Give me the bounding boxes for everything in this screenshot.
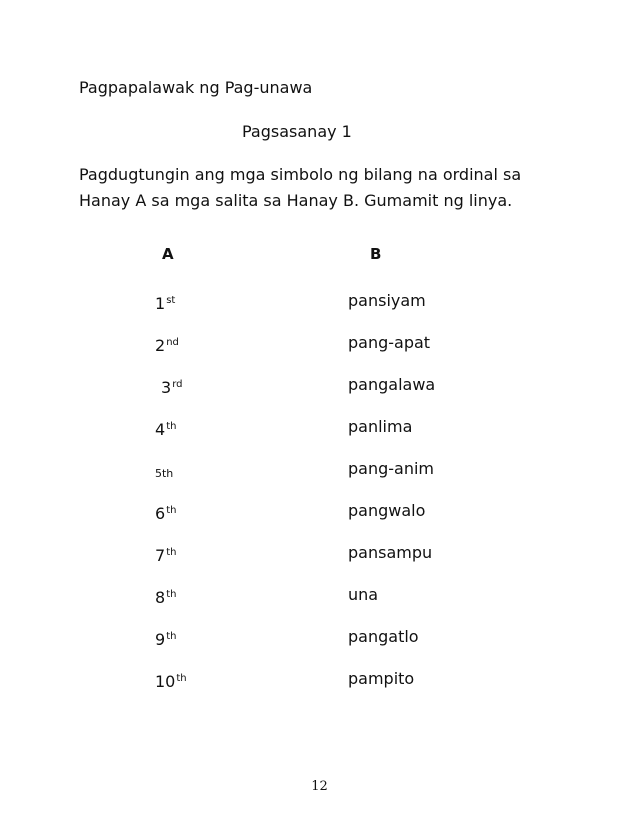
- exercise-title: Pagsasanay 1: [242, 122, 352, 141]
- ordinal-word-item: pangalawa: [348, 375, 436, 394]
- ordinal-suffix: th: [166, 421, 177, 432]
- ordinal-symbol-item: [155, 285, 187, 327]
- ordinal-suffix: th: [176, 673, 187, 684]
- ordinal-word-item: pang-apat: [348, 333, 431, 352]
- ordinal-number: 7: [155, 546, 166, 565]
- ordinal-word-item: pangatlo: [348, 627, 419, 646]
- page-number: 12: [311, 779, 328, 794]
- ordinal-symbol-item: [155, 537, 187, 579]
- ordinal-symbol-item: [155, 495, 187, 537]
- instructions: Pagdugtungin ang mga simbolo ng bilang na ordinal sa Hanay A sa mga salita sa Hanay B. Gumamit ng linya.: [79, 165, 522, 210]
- ordinal-symbol-item: [155, 411, 187, 453]
- section-title: Pagpapalawak ng Pag-unawa: [79, 78, 313, 97]
- ordinal-number: 10: [155, 672, 176, 691]
- column-b-header: B: [370, 245, 382, 263]
- ordinal-number: 2: [155, 336, 166, 355]
- ordinal-number: 6: [155, 504, 166, 523]
- ordinal-symbol-item: [155, 453, 187, 495]
- ordinal-suffix: th: [166, 505, 177, 516]
- ordinal-word-item: pangwalo: [348, 501, 426, 520]
- column-a-list: [155, 285, 187, 705]
- ordinal-number: 5th: [155, 467, 174, 480]
- ordinal-suffix: th: [166, 589, 177, 600]
- ordinal-number: 1: [155, 294, 166, 313]
- ordinal-suffix: st: [166, 295, 176, 306]
- column-a-header: A: [162, 245, 174, 263]
- ordinal-word-item: una: [348, 585, 379, 604]
- ordinal-symbol-item: [155, 579, 187, 621]
- ordinal-word-item: pang-anim: [348, 459, 435, 478]
- ordinal-word-item: pansampu: [348, 543, 433, 562]
- ordinal-number: 8: [155, 588, 166, 607]
- ordinal-symbol-item: [155, 327, 187, 369]
- ordinal-suffix: th: [166, 547, 177, 558]
- ordinal-number: 9: [155, 630, 166, 649]
- ordinal-symbol-item: [155, 663, 187, 705]
- ordinal-suffix: nd: [166, 337, 179, 348]
- ordinal-word-item: pampito: [348, 669, 415, 688]
- ordinal-number: 4: [155, 420, 166, 439]
- ordinal-symbol-item: [155, 369, 187, 411]
- ordinal-suffix: th: [166, 631, 177, 642]
- ordinal-number: 3: [161, 378, 172, 397]
- ordinal-word-item: pansiyam: [348, 291, 426, 310]
- ordinal-symbol-item: [155, 621, 187, 663]
- ordinal-suffix: rd: [172, 379, 183, 390]
- ordinal-word-item: panlima: [348, 417, 413, 436]
- column-b-list: [348, 285, 435, 705]
